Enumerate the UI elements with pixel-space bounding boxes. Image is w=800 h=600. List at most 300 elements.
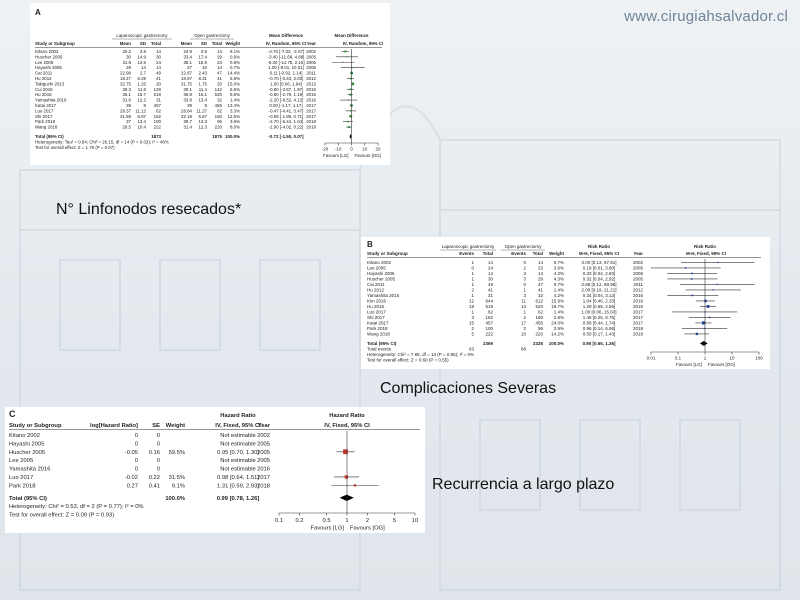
stat-header: Mean Difference — [269, 33, 303, 38]
study-cell: 3.5 — [200, 49, 207, 54]
study-cell: 15.9% — [551, 298, 564, 304]
study-cell: 0.19 [0.01, 3.80] — [582, 265, 616, 271]
total-cell: 0.99 [0.78, 1.26] — [216, 495, 260, 502]
study-cell: 0 — [134, 466, 138, 473]
study-cell: 14 — [537, 260, 543, 265]
heterogeneity-text: Heterogeneity: Chi² = 7.85, df = 13 (P = 0.85); I² = 0% — [367, 352, 474, 357]
study-point-estimate — [717, 284, 718, 285]
total-cell: -0.72 [-1.50, 0.07] — [268, 134, 304, 139]
total-cell: 2325 — [532, 341, 543, 346]
study-cell: 28 — [126, 65, 131, 71]
study-cell: 37 — [126, 119, 131, 125]
study-cell: 3.3% — [229, 108, 240, 114]
study-cell: 8.0% — [229, 124, 240, 130]
favours-og-label: Favours [OG] — [350, 525, 385, 532]
study-cell: 16.1 — [198, 92, 207, 98]
study-cell: 0.9% — [229, 54, 240, 60]
study-cell: 1 — [471, 260, 474, 265]
study-cell: 0.33 [0.04, 2.83] — [582, 271, 616, 276]
study-point-estimate — [347, 121, 348, 122]
study-cell: 39.7 — [183, 119, 192, 125]
study-cell: 14 — [217, 49, 222, 54]
x-tick-label: 5 — [392, 517, 397, 524]
study-cell: 32.18 — [181, 113, 192, 119]
study-cell: 2011 — [306, 70, 316, 76]
study-cell: 29 — [217, 54, 222, 60]
column-header: Year — [633, 251, 643, 256]
study-cell: Luo 2017 — [35, 108, 54, 114]
study-cell: 59.5% — [168, 449, 185, 456]
study-cell: Hayashi 2005 — [35, 65, 62, 71]
study-cell: 2005 — [257, 449, 270, 456]
study-cell: 41 — [217, 76, 222, 81]
column-header: Events — [511, 251, 526, 256]
study-cell: 27 — [187, 65, 192, 71]
study-cell: 0.11 [-0.92, 1.14] — [269, 70, 303, 76]
study-cell: 28.84 — [181, 108, 192, 114]
plot-header: Hazard Ratio — [329, 413, 365, 419]
study-cell: 14 — [520, 304, 526, 309]
study-point-estimate — [343, 62, 344, 63]
column-header: Total — [532, 251, 543, 256]
study-cell: 13.5 — [137, 59, 146, 65]
study-cell: 0.27 — [126, 483, 138, 490]
study-cell: 14 — [156, 65, 161, 71]
study-cell: Hu 2016 — [367, 304, 385, 309]
study-cell: -4.70 [-7.33, -2.07] — [267, 49, 305, 54]
study-cell: 0 — [134, 441, 138, 448]
study-cell: 33.8 — [183, 97, 192, 103]
study-cell: 1.4% — [553, 309, 564, 315]
study-cell: 14 — [487, 260, 493, 265]
study-cell: 457 — [153, 103, 161, 108]
study-cell: Shi 2017 — [35, 113, 53, 119]
study-cell: 29.3 — [122, 86, 131, 92]
study-cell: 1 — [523, 287, 526, 293]
study-cell: 2 — [523, 265, 526, 271]
study-cell: -0.47 [-4.41, 3.47] — [268, 108, 304, 114]
study-point-estimate — [717, 262, 718, 263]
x-tick-label: 0.1 — [674, 355, 682, 361]
forest-plot-panel-a — [30, 3, 390, 165]
study-cell: 31.5% — [168, 475, 185, 481]
study-point-estimate — [712, 289, 713, 290]
column-header: M-H, Fixed, 95% CI — [685, 251, 727, 256]
study-cell: 13.3 — [198, 119, 207, 125]
column-header: Weight — [549, 251, 564, 256]
stat-header: Hazard Ratio — [220, 413, 256, 419]
column-header: log[Hazard Ratio] — [90, 423, 138, 429]
study-cell: 2017 — [306, 108, 316, 114]
study-cell: 13.4% — [227, 103, 240, 108]
x-tick-label: 20 — [375, 146, 381, 152]
study-cell: 10 — [202, 65, 207, 71]
study-point-estimate — [709, 317, 710, 318]
study-point-estimate — [348, 126, 350, 128]
study-cell: 22.98 — [120, 70, 131, 76]
study-cell: 6.67 — [198, 113, 207, 119]
study-cell: Not estimable — [220, 433, 256, 439]
column-header: Year — [306, 41, 316, 46]
study-cell: 6.87 — [137, 113, 146, 119]
study-cell: 41 — [487, 287, 493, 293]
study-cell: -1.90 [-4.02, 0.22] — [268, 124, 304, 130]
study-cell: 31 — [156, 97, 161, 103]
study-cell: 128 — [153, 86, 161, 92]
study-cell: 62 — [217, 108, 222, 114]
study-cell: Lee 2005 — [35, 59, 54, 65]
study-cell: Kitano 2002 — [35, 49, 59, 54]
study-cell: 12.5% — [227, 113, 240, 119]
study-cell: -6.30 [-14.75, 2.15] — [267, 59, 305, 65]
study-cell: -0.59 [-1.89, 0.71] — [268, 113, 304, 119]
study-point-estimate — [707, 305, 710, 308]
study-cell: 8.6% — [229, 92, 240, 98]
study-cell: 2016 — [632, 304, 643, 309]
study-cell: Wang 2018 — [367, 331, 390, 337]
study-cell: 9 — [143, 103, 146, 108]
study-cell: 15.9 — [198, 59, 207, 65]
study-cell: 24.9 — [183, 49, 192, 54]
study-cell: Park 2018 — [367, 326, 388, 331]
x-tick-label: 0.01 — [646, 355, 656, 361]
study-cell: 2005 — [306, 65, 316, 71]
study-cell: 11.12 — [135, 108, 146, 114]
study-cell: 520 — [214, 92, 222, 98]
x-tick-label: 2 — [365, 517, 370, 524]
study-cell: 2002 — [257, 433, 270, 439]
study-cell: 1.48 [0.25, 8.75] — [582, 315, 616, 320]
study-point-estimate — [350, 88, 352, 90]
study-cell: 2017 — [632, 320, 643, 326]
study-cell: 20 — [217, 81, 222, 87]
study-cell: 2005 — [257, 441, 270, 448]
study-cell: Park 2018 — [35, 119, 56, 125]
study-cell: Katai 2017 — [367, 320, 389, 326]
study-cell: 39 — [126, 103, 131, 108]
study-cell: 17.4 — [198, 54, 207, 60]
study-cell: Kitano 2002 — [9, 433, 40, 439]
column-header: M-H, Fixed, 95% CI — [578, 251, 620, 256]
group-header-open: Open gastrectomy — [194, 33, 230, 38]
study-cell: Park 2018 — [9, 483, 36, 490]
study-point-estimate — [349, 94, 351, 96]
study-cell: 2012 — [306, 76, 316, 81]
study-cell: 1.75 — [198, 81, 207, 87]
study-cell: 2.43 — [198, 70, 207, 76]
study-point-estimate — [344, 51, 346, 53]
study-cell: 2013 — [306, 81, 316, 87]
study-cell: 222 — [485, 331, 493, 337]
study-cell: 2005 — [632, 271, 643, 276]
study-cell: 0 — [471, 265, 474, 271]
study-cell: 2018 — [632, 326, 643, 331]
study-cell: 0.7% — [229, 65, 240, 71]
favours-lg-label: Favours [LG] — [675, 362, 702, 367]
study-point-estimate — [704, 300, 706, 302]
panel-letter: A — [35, 8, 41, 17]
study-cell: 11.4 — [198, 86, 207, 92]
study-cell: Cui 2015 — [35, 86, 53, 92]
study-cell: 31.59 — [120, 113, 131, 119]
study-cell: 32 — [217, 97, 222, 103]
x-tick-label: 0.1 — [274, 517, 284, 524]
study-cell: 3 — [471, 315, 474, 320]
study-point-estimate — [685, 267, 686, 268]
study-cell: 1.25 — [137, 81, 146, 87]
study-cell: 1.31 [0.59, 2.93] — [217, 483, 259, 490]
study-cell: 29.5 — [122, 124, 131, 130]
study-cell: -0.80 [-2.79, 1.19] — [268, 92, 304, 98]
study-cell: 4.2% — [553, 271, 564, 276]
column-header: SD — [200, 41, 207, 46]
study-cell: 6.29 — [137, 76, 146, 81]
x-tick-label: 10 — [729, 355, 735, 361]
stat-header: Risk Ratio — [587, 244, 611, 249]
study-cell: 0.88 [0.44, 1.74] — [582, 320, 616, 326]
study-cell: -0.70 [-3.43, 2.03] — [268, 76, 304, 81]
study-point-estimate — [354, 484, 356, 486]
study-cell: 31.8 — [122, 59, 131, 65]
study-cell: 220 — [535, 331, 543, 337]
study-cell: 1 — [523, 309, 526, 315]
study-cell: 100 — [485, 326, 493, 331]
study-cell: Hayashi 2005 — [9, 441, 45, 448]
study-cell: 18 — [468, 304, 474, 309]
study-cell: 0.41 — [148, 483, 160, 490]
study-cell: 15.0% — [227, 81, 240, 87]
site-url: www.cirugiahsalvador.cl — [624, 8, 788, 25]
study-cell: 1 — [471, 309, 474, 315]
study-cell: 62 — [537, 309, 543, 315]
study-cell: 1 — [471, 271, 474, 276]
study-cell: 14.9 — [137, 54, 146, 60]
study-cell: 4.3% — [553, 276, 564, 282]
study-cell: 142 — [214, 86, 222, 92]
x-tick-label: -10 — [335, 146, 342, 152]
study-cell: 36.1 — [122, 92, 131, 98]
study-cell: 0 — [156, 458, 160, 465]
study-cell: Yamashita 2016 — [35, 97, 67, 103]
study-cell: 15 — [468, 320, 474, 326]
column-header: IV, Fixed, 95% CI — [215, 423, 261, 429]
study-point-estimate — [692, 295, 694, 297]
study-cell: 10.4 — [137, 124, 146, 130]
total-events-label: Total events — [367, 346, 392, 352]
study-cell: 2017 — [306, 103, 316, 108]
study-cell: Takiguchi 2013 — [35, 81, 65, 87]
total-events-og: 68 — [520, 346, 526, 352]
total-cell: 100.0% — [225, 134, 240, 139]
study-point-estimate — [348, 99, 349, 100]
study-cell: 11 — [521, 298, 526, 304]
study-cell: Hu 2012 — [367, 287, 385, 293]
caption-lymph-nodes: N° Linfonodos resecados* — [56, 201, 242, 218]
heterogeneity-text: Heterogeneity: Tau² = 0.84; Chi² = 26.15, df = 14 (P = 0.02); I² = 46% — [35, 139, 169, 145]
forest-plot-c — [5, 407, 425, 533]
study-cell: -0.05 — [124, 449, 138, 456]
study-cell: Yamashita 2016 — [9, 466, 51, 473]
x-tick-label: 1 — [703, 355, 707, 361]
study-cell: 2.9% — [553, 326, 564, 331]
study-cell: 20.2 — [122, 49, 131, 54]
study-cell: Not estimable — [220, 441, 256, 448]
study-cell: 14 — [156, 49, 161, 54]
study-cell: 24.0% — [551, 320, 564, 326]
study-cell: 39 — [187, 103, 192, 108]
study-cell: 12 — [468, 298, 474, 304]
study-cell: 18.27 — [120, 76, 131, 81]
x-tick-label: 0.5 — [322, 517, 331, 524]
study-cell: 10 — [520, 331, 526, 337]
column-header: Weight — [165, 423, 185, 429]
study-cell: Shi 2017 — [367, 315, 385, 320]
study-cell: 0.34 [0.04, 3.13] — [582, 293, 616, 298]
total-label: Total (95% CI) — [9, 495, 47, 502]
x-tick-label: -20 — [321, 146, 329, 152]
study-cell: 41 — [156, 76, 161, 81]
study-cell: 47 — [217, 70, 222, 76]
caption-long-term-recurrence: Recurrencia a largo plazo — [432, 476, 615, 493]
forest-plot-panel-b — [361, 237, 770, 369]
study-cell: 455 — [535, 320, 543, 326]
study-cell: 32 — [537, 293, 543, 298]
study-cell: -3.40 [-11.68, 4.88] — [267, 54, 305, 60]
group-header-open: Open gastrectomy — [504, 244, 542, 249]
study-cell: Katai 2017 — [35, 103, 56, 108]
study-cell: 5.8% — [229, 76, 240, 81]
study-point-estimate — [691, 278, 693, 280]
study-cell: 0 — [523, 282, 526, 287]
study-cell: 3 — [523, 293, 526, 298]
study-point-estimate — [345, 475, 348, 478]
forest-plot-panel-c — [5, 407, 425, 533]
study-cell: 2017 — [257, 475, 270, 481]
column-header: Study or Subgroup — [35, 41, 75, 46]
plot-header: Risk Ratio — [693, 244, 717, 249]
column-header: SE — [152, 423, 160, 429]
study-cell: 62 — [487, 309, 493, 315]
total-label: Total (95% CI) — [367, 341, 397, 346]
study-cell: 1 — [471, 276, 474, 282]
x-tick-label: 1 — [345, 517, 349, 524]
study-cell: 2 — [523, 326, 526, 331]
study-cell: 17 — [520, 320, 526, 326]
study-cell: 36.9 — [183, 92, 192, 98]
plot-header: Mean Difference — [334, 33, 369, 38]
study-cell: 222 — [153, 124, 161, 130]
study-cell: 1.00 [0.06, 15.63] — [581, 309, 617, 315]
study-cell: 0 — [156, 466, 160, 473]
study-cell: Not estimable — [220, 458, 256, 465]
overall-effect-text: Test for overall effect: Z = 0.09 (P = 0.93) — [9, 512, 115, 519]
study-cell: 2016 — [306, 97, 316, 103]
study-cell: 9.1% — [171, 483, 185, 490]
study-cell: 0.00 [-1.17, 1.17] — [269, 103, 303, 108]
study-cell: 644 — [485, 298, 493, 304]
study-cell: Huscher 2005 — [9, 449, 46, 456]
study-cell: 13.4 — [198, 97, 207, 103]
column-header: Mean — [119, 41, 131, 46]
study-cell: 28.37 — [120, 108, 131, 114]
study-cell: 96 — [217, 119, 222, 125]
study-cell: 8.1% — [229, 49, 240, 54]
study-point-estimate — [702, 321, 705, 324]
study-cell: 2016 — [632, 293, 643, 298]
study-cell: 2005 — [632, 265, 643, 271]
study-cell: Kitano 2002 — [367, 260, 392, 265]
x-tick-label: 10 — [411, 517, 419, 524]
study-cell: 31 — [487, 293, 493, 298]
study-cell: 0 — [156, 441, 160, 448]
study-cell: 2015 — [306, 86, 316, 92]
study-cell: 0 — [523, 260, 526, 265]
study-cell: Hayashi 2005 — [367, 271, 395, 276]
column-header: IV, Random, 95% CI — [342, 41, 384, 46]
study-cell: 14 — [487, 271, 493, 276]
study-cell: 14.2% — [551, 331, 564, 337]
study-cell: Huscher 2005 — [35, 54, 63, 60]
study-cell: 31.75 — [181, 81, 192, 87]
study-cell: 2017 — [632, 315, 643, 320]
study-cell: 14 — [217, 65, 222, 71]
study-cell: 1 — [471, 293, 474, 298]
study-cell: 2018 — [306, 119, 316, 125]
study-cell: 1.04 [0.46, 2.33] — [582, 298, 616, 304]
x-tick-label: 10 — [362, 146, 368, 152]
study-cell: 29 — [537, 276, 543, 282]
overall-effect-text: Test for overall effect: Z = 0.60 (P = 0.55) — [367, 357, 449, 363]
study-cell: 1.4% — [553, 287, 564, 293]
study-cell: 11.8 — [137, 86, 146, 92]
study-cell: 1.00 [0.06, 1.94] — [270, 81, 302, 87]
total-cell: 2369 — [482, 341, 493, 346]
study-cell: 19.7% — [551, 304, 564, 309]
heterogeneity-text: Heterogeneity: Chi² = 0.53, df = 2 (P = 0.77); I² = 0% — [9, 504, 144, 511]
study-cell: 520 — [535, 304, 543, 309]
study-cell: 2005 — [306, 59, 316, 65]
x-tick-label: 0 — [350, 146, 353, 152]
column-header: Total — [150, 41, 161, 46]
study-cell: 38.1 — [183, 59, 192, 65]
study-cell: 24 — [487, 265, 493, 271]
study-cell: 3 — [523, 276, 526, 282]
study-cell: 2017 — [632, 309, 643, 315]
forest-plot-a — [30, 3, 390, 165]
study-cell: 2.88 [0.12, 68.98] — [581, 282, 617, 287]
study-cell: 33.4 — [183, 54, 192, 60]
study-cell: 0.7% — [553, 282, 564, 287]
study-cell: 3 — [523, 271, 526, 276]
study-cell: 612 — [535, 298, 543, 304]
study-cell: 0.22 — [148, 475, 160, 481]
study-cell: Lee 2005 — [367, 265, 386, 271]
study-cell: 0.98 [0.64, 1.51] — [217, 475, 259, 481]
study-cell: 31.4 — [183, 124, 192, 130]
column-header: Study or Subgroup — [367, 251, 408, 256]
study-cell: 519 — [485, 304, 493, 309]
study-cell: 0.7% — [553, 260, 564, 265]
study-cell: 13.4 — [137, 119, 146, 125]
study-point-estimate — [346, 56, 347, 57]
study-cell: 2016 — [257, 466, 270, 473]
study-cell: 2012 — [632, 287, 643, 293]
study-cell: 2016 — [306, 92, 316, 98]
study-cell: 2011 — [633, 282, 643, 287]
study-cell: Cai 2011 — [367, 282, 385, 287]
study-cell: 2017 — [306, 113, 316, 119]
study-cell: Hu 2016 — [35, 92, 52, 98]
